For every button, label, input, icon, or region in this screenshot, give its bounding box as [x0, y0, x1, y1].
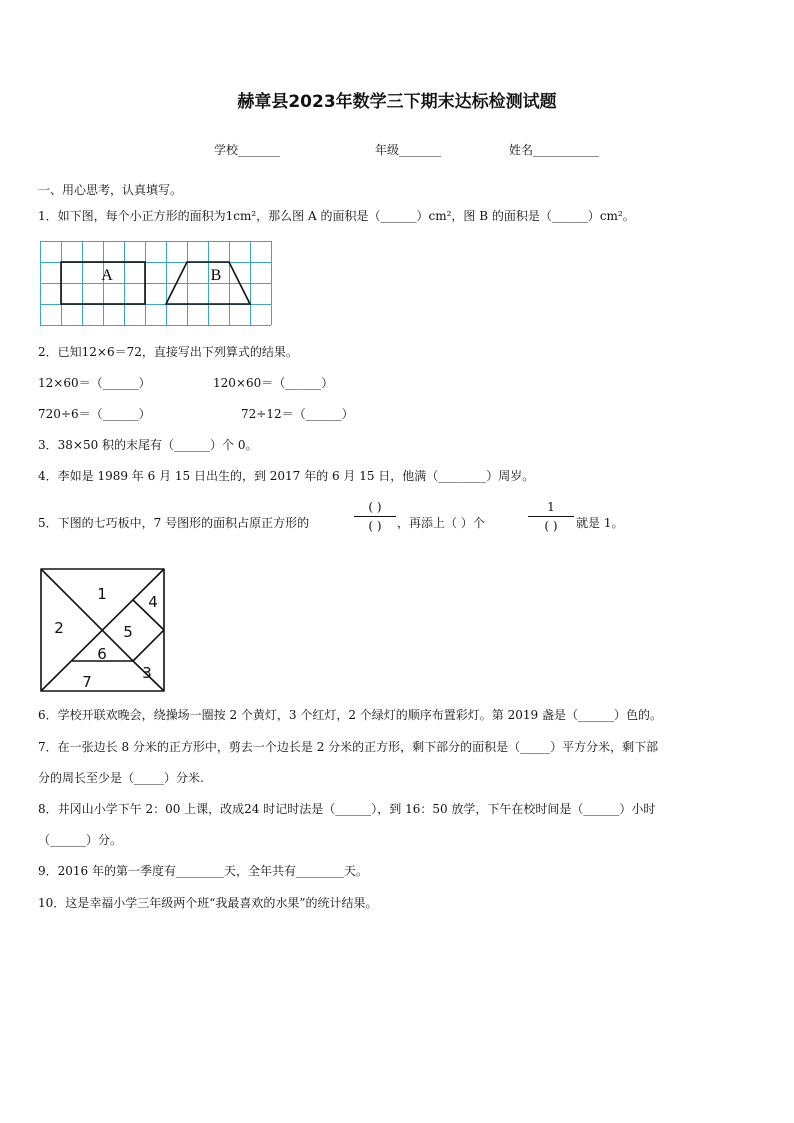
shape-b-label: B [210, 267, 222, 284]
tangram-label-5: 5 [123, 623, 133, 641]
question-7-line1: 7．在一张边长 8 分米的正方形中，剪去一个边长是 2 分米的正方形，剩下部分的面积是（_____）平方分米，剩下部 [38, 740, 659, 754]
tangram-figure [39, 567, 167, 693]
question-10: 10．这是幸福小学三年级两个班“我最喜欢的水果”的统计结果。 [38, 896, 378, 910]
q2-item-2: 120×60＝（______） [213, 376, 334, 390]
grid-figure [40, 241, 272, 327]
fraction-1 [354, 499, 396, 534]
question-5-part3: 就是 1。 [576, 516, 624, 530]
fraction-1-bar [354, 516, 396, 517]
tangram-line [41, 569, 133, 661]
question-2: 2．已知12×6＝72，直接写出下列算式的结果。 [38, 345, 298, 359]
question-4: 4．李如是 1989 年 6 月 15 日出生的，到 2017 年的 6 月 15 日，他满（________）周岁。 [38, 469, 535, 483]
tangram-label-4: 4 [148, 593, 158, 611]
tangram-label-6: 6 [97, 645, 107, 663]
fraction-2-numerator: 1 [547, 500, 555, 514]
grade-blank: _______ [399, 143, 442, 157]
section-heading: 一、用心思考，认真填写。 [38, 183, 183, 197]
fraction-2-bar [528, 516, 574, 517]
name-field [509, 141, 599, 158]
fraction-2-denominator: ( ) [544, 519, 558, 533]
question-5-part1: 5．下图的七巧板中，7 号图形的面积占原正方形的 [38, 516, 310, 530]
question-5-part2: ，再添上（ ）个 [397, 516, 485, 530]
question-3: 3．38×50 积的末尾有（______）个 0。 [38, 438, 258, 452]
page-title: 赫章县2023年数学三下期末达标检测试题 [237, 92, 557, 112]
question-7-line2: 分的周长至少是（_____）分米. [38, 771, 204, 785]
school-label: 学校 [214, 143, 239, 157]
grade-label: 年级 [375, 143, 400, 157]
fraction-2 [528, 499, 574, 534]
tangram-label-2: 2 [54, 619, 64, 637]
question-6: 6．学校开联欢晚会，绕操场一圈按 2 个黄灯，3 个红灯，2 个绿灯的顺序布置彩灯。第 2019 盏是（______）色的。 [38, 708, 662, 722]
question-8-line1: 8．井冈山小学下午 2：00 上课，改成24 时记时法是（______），到 16：50 放学，下午在校时间是（______）小时 [38, 802, 656, 816]
name-blank: ___________ [533, 143, 600, 157]
q2-item-4: 72÷12＝（______） [241, 407, 354, 421]
fraction-1-denominator: ( ) [368, 519, 382, 533]
grade-field [375, 141, 441, 158]
shape-a-label: A [101, 267, 113, 284]
grid-lines [40, 241, 272, 326]
tangram-label-3: 3 [142, 664, 152, 682]
tangram-label-7: 7 [82, 673, 92, 691]
school-field [214, 141, 280, 158]
q2-item-3: 720÷6＝（______） [38, 407, 151, 421]
q2-item-1: 12×60＝（______） [38, 376, 151, 390]
school-blank: _______ [238, 143, 281, 157]
tangram-label-1: 1 [97, 585, 107, 603]
fraction-1-numerator: ( ) [368, 500, 382, 514]
question-8-line2: （______）分。 [38, 833, 123, 847]
question-9: 9．2016 年的第一季度有________天，全年共有________天。 [38, 864, 368, 878]
tangram-line [133, 630, 164, 661]
question-1: 1．如下图，每个小正方形的面积为1cm²，那么图 A 的面积是（______）cm²，图 B 的面积是（______）cm²。 [38, 209, 635, 223]
name-label: 姓名 [509, 143, 534, 157]
